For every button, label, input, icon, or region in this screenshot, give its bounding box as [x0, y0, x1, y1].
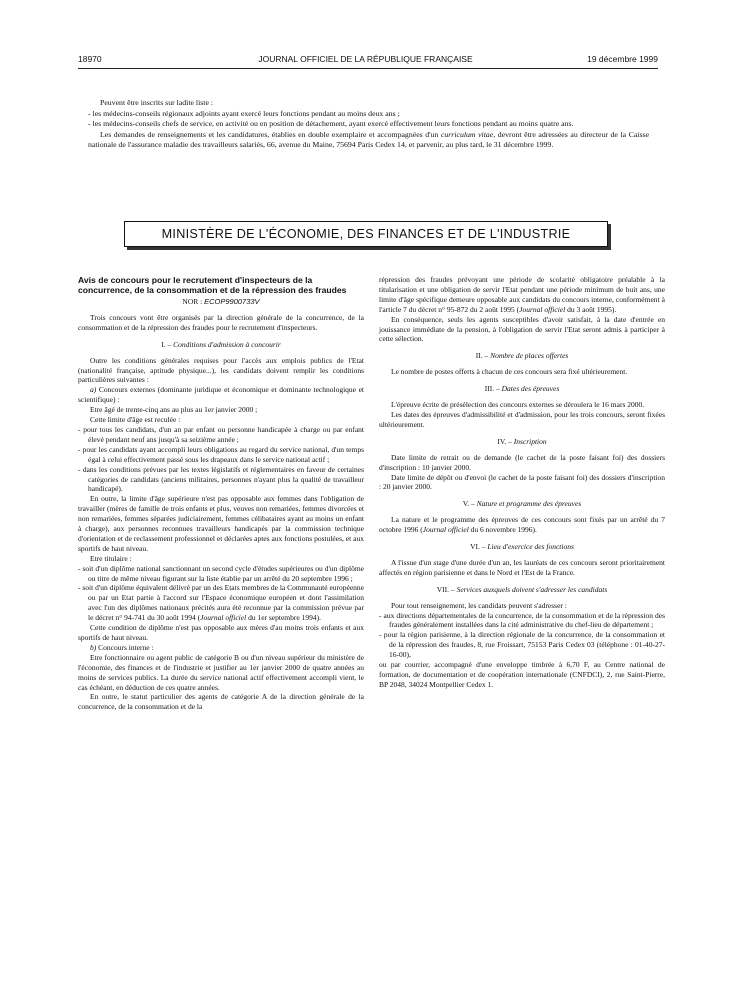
intro-lead: Peuvent être inscrits sur ladite liste :	[100, 98, 214, 107]
paragraph: Le nombre de postes offerts à chacun de ces concours sera fixé ultérieurement.	[391, 367, 628, 377]
list-item: - pour les candidats ayant accompli leurs obligations au regard du service national, d'un temps égal à celui effectivement passé sous les drapeaux dans le service national actif ;	[78, 445, 364, 465]
section-heading	[78, 340, 364, 350]
intro-section	[88, 98, 649, 151]
nor-reference	[78, 297, 364, 307]
section-heading	[379, 499, 665, 509]
section-number: III. –	[484, 384, 502, 394]
paragraph: Etre titulaire :	[90, 553, 132, 563]
left-column	[78, 275, 364, 712]
paragraph	[379, 275, 665, 315]
intro-item: - les médecins-conseils régionaux adjoints ayant exercé leurs fonctions pendant au moins deux ans ;	[88, 109, 649, 120]
journal-title: JOURNAL OFFICIEL DE LA RÉPUBLIQUE FRANÇAISE	[258, 54, 473, 64]
paragraph: Date limite de retrait ou de demande (le cachet de la poste faisant foi) des dossiers d'inscription : 10 janvier 2000.	[379, 452, 665, 472]
text-run: du 6 novembre 1996).	[468, 525, 537, 535]
section-title: Conditions d'admission à concourir	[173, 339, 281, 349]
issue-date: 19 décembre 1999	[587, 54, 658, 64]
text-em: Journal officiel	[519, 304, 566, 314]
list-item: - aux directions départementales de la concurrence, de la consommation et de la répression des fraudes généralement installées dans la cité administrative du chef-lieu de département ;	[379, 611, 665, 631]
subsection-a	[78, 385, 364, 405]
paragraph: Cette limite d'âge est reculée :	[90, 415, 181, 425]
paragraph: L'épreuve écrite de présélection des concours externes se déroulera le 16 mars 2000.	[391, 400, 645, 410]
list-item	[78, 583, 364, 623]
section-number: VI. –	[470, 542, 488, 552]
avis-title: Avis de concours pour le recrutement d'inspecteurs de la concurrence, de la consommation et de la répression des fraudes	[78, 275, 347, 295]
section-number: V. –	[462, 499, 477, 509]
section-heading	[379, 542, 665, 552]
list-item: - soit d'un diplôme national sanctionnant un second cycle d'études supérieures ou d'un diplôme ou titre de même niveau figurant sur la liste établie par un arrêté du 20 septembre 1996 ;	[78, 564, 364, 584]
ministry-heading-box	[124, 221, 608, 247]
section-title: Lieu d'exercice des fonctions	[487, 542, 574, 552]
paragraph	[379, 515, 665, 535]
section-title: Nombre de places offertes	[490, 351, 569, 361]
paragraph: Cette condition de diplôme n'est pas opposable aux mères d'au moins trois enfants et aux sportifs de haut niveau.	[78, 623, 364, 642]
avis-intro: Trois concours vont être organisés par la direction générale de la concurrence, de la consommation et de la répression des fraudes pour le recrutement d'inspecteurs.	[78, 312, 364, 332]
section-title: Nature et programme des épreuves	[476, 499, 582, 509]
subsection-text: Concours interne :	[96, 642, 154, 652]
text-run: répression des fraudes prévoyant une période de scolarité obligatoire préalable à la titularisation et une obligation de servir l'Etat pendant une période minimum de huit ans, une limite d'âge spécifique demeure opposable aux candidats du concours interne, conformément à l'article 7 du décret n° 95-872 du 2 août 1995 (	[379, 275, 665, 314]
nor-code: ECOP9900733V	[204, 297, 260, 306]
paragraph: Pour tout renseignement, les candidats peuvent s'adresser :	[391, 600, 567, 610]
section-number: I. –	[161, 339, 174, 349]
header-rule	[78, 68, 658, 69]
section-title: Dates des épreuves	[501, 384, 560, 394]
text-em: Journal officiel	[200, 613, 247, 623]
section-number: VII. –	[436, 584, 457, 594]
intro-text: devront être adressées au directeur de la Caisse nationale de l'assurance maladie des travailleurs salariés, 66, avenue du Maine, 75694 Paris Cedex 14, et parvenir, au plus tard, le 31 décembre 1999.	[88, 129, 649, 150]
paragraph: En outre, la limite d'âge supérieure n'est pas opposable aux femmes dans l'obligation de travailler (mères de famille de trois enfants et plus, veuves non remariées, femmes divorcées et non remariées, femmes séparées judiciairement, femmes célibataires ayant au moins un enfant à charge), aux personnes reconnues travailleurs handicapés par la commission technique d'orientation et de reclassement professionnel et déclarées aptes aux fonctions postulées, et aux sportifs de haut niveau.	[78, 494, 364, 553]
text-run: du 3 août 1995).	[565, 304, 617, 314]
paragraph: En conséquence, seuls les agents susceptibles d'avoir satisfait, à la date d'entrée en jouissance immédiate de la pension, à l'obligation de servir l'Etat seront admis à participer à cette sélection.	[379, 314, 665, 344]
intro-text: Les demandes de renseignements et les candidatures, établies en double exemplaire et accompagnées d'un	[100, 129, 441, 139]
paragraph: Etre âgé de trente-cinq ans au plus au 1er janvier 2000 ;	[90, 405, 258, 415]
section-heading	[379, 384, 665, 394]
list-item: - pour tous les candidats, d'un an par enfant ou personne handicapée à charge ou par enfant élevé pendant neuf ans jusqu'à sa seizième année ;	[78, 425, 364, 445]
right-column	[379, 275, 665, 690]
page-number: 18970	[78, 54, 102, 64]
paragraph: Les dates des épreuves d'admissibilité et d'admission, pour les trois concours, seront fixées ultérieurement.	[379, 409, 665, 429]
text-em: Journal officiel	[422, 525, 469, 535]
paragraph: Etre fonctionnaire ou agent public de catégorie B ou d'un niveau supérieur du ministère de l'économie, des finances et de l'industrie et justifier au 1er janvier 2000 de quatre années au moins de services publics. La durée du service national actif effectivement accompli vient, le cas échéant, en déduction de ces quatre années.	[78, 652, 364, 692]
section-title: Inscription	[513, 436, 547, 446]
section-heading	[379, 351, 665, 361]
subsection-b	[78, 643, 364, 653]
text-run: La nature et le programme des épreuves de ces concours sont fixés par un arrêté du 7 octobre 1996 (	[379, 515, 665, 535]
list-item: - pour la région parisienne, à la direction régionale de la concurrence, de la consommation et de la répression des fraudes, 8, rue Froissart, 75153 Paris Cedex 03 (téléphone : 01-40-27-16-00),	[379, 630, 665, 660]
subsection-label: a)	[90, 385, 97, 395]
ministry-title: MINISTÈRE DE L'ÉCONOMIE, DES FINANCES ET DE L'INDUSTRIE	[161, 227, 571, 241]
intro-paragraph	[88, 130, 649, 151]
paragraph: A l'issue d'un stage d'une durée d'un an, les lauréats de ces concours seront prioritairement affectés en région parisienne et dans le Nord et l'Est de la France.	[379, 557, 665, 577]
subsection-label: b)	[90, 642, 97, 652]
section-heading	[379, 437, 665, 447]
section-heading	[379, 585, 665, 595]
intro-em: curriculum vitae,	[440, 129, 496, 139]
paragraph: En outre, le statut particulier des agents de catégorie A de la direction générale de la concurrence, de la consommation et de la	[78, 692, 364, 712]
subsection-text: Concours externes (dominante juridique et économique et dominante technologique et scientifique) :	[78, 385, 364, 405]
nor-label: NOR :	[182, 297, 205, 306]
paragraph: ou par courrier, accompagné d'une enveloppe timbrée à 6,70 F, au Centre national de formation, de documentation et de coopération internationale (CNFDCI), 2, rue Saint-Pierre, BP 2048, 34024 Montpellier Cedex 1.	[379, 660, 665, 689]
paragraph: Outre les conditions générales requises pour l'accès aux emplois publics de l'Etat (nationalité française, aptitude physique...), les candidats doivent remplir les conditions particulières suivantes :	[78, 355, 364, 385]
section-title: Services auxquels doivent s'adresser les candidats	[456, 584, 608, 594]
section-number: IV. –	[497, 436, 514, 446]
list-item: - dans les conditions prévues par les textes législatifs et réglementaires en faveur de certaines catégories de candidats (anciens militaires, personnes n'ayant plus la qualité de travailleur handicapé).	[78, 465, 364, 495]
section-number: II. –	[475, 351, 491, 361]
intro-item: - les médecins-conseils chefs de service, en activité ou en position de détachement, ayant exercé effectivement leurs fonctions pendant au moins quatre ans.	[88, 119, 649, 130]
text-run: soit d'un diplôme équivalent délivré par un des Etats membres de la Communauté européenne ou par un Etat partie à l'accord sur l'Espace économique européen et dont l'assimilation avec l'un des diplômes nationaux précités aura été reconnue par la commission prévue par le décret n° 94-741 du 30 août 1994 (	[82, 583, 365, 623]
text-run: du 1er septembre 1994).	[246, 613, 321, 623]
paragraph: Date limite de dépôt ou d'envoi (le cachet de la poste faisant foi) des dossiers d'inscription : 20 janvier 2000.	[379, 472, 665, 492]
